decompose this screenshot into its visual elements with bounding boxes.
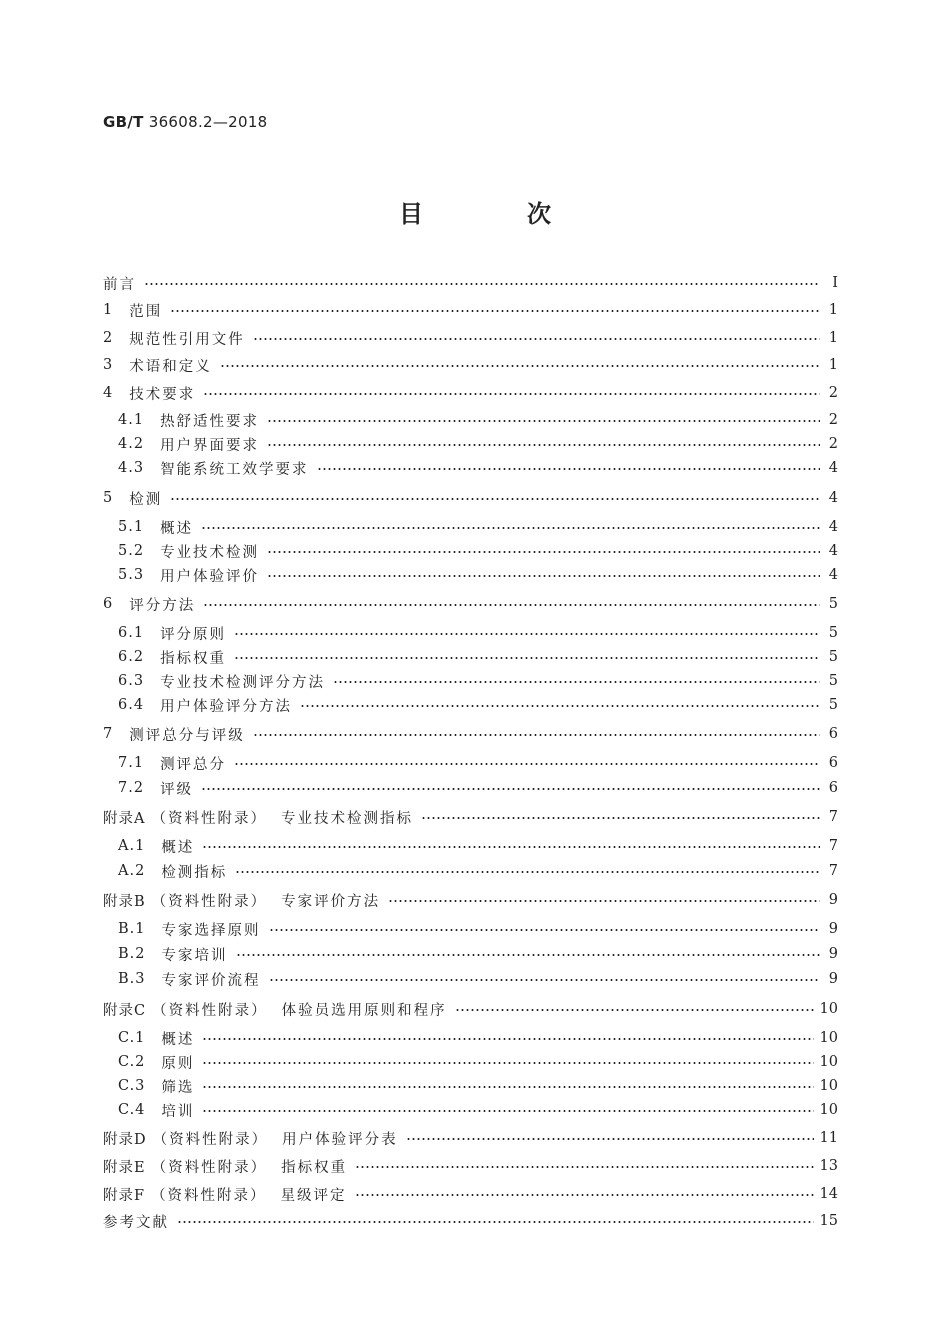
toc-entry-page-number: 7 [828,838,838,854]
toc-entry-title: 评分原则 [160,626,227,643]
toc-entry-title: 评分方法 [129,597,196,614]
toc-dot-leader [253,734,820,736]
toc-entry-title: 测评总分 [160,756,227,773]
page-title: 目 次 [399,200,591,228]
toc-dot-leader [201,788,820,790]
toc-entry-number: 附录B [103,893,146,910]
toc-entry-number: 5.3 [118,567,145,583]
toc-entry-annex-type: （资料性附录） [151,1159,268,1176]
toc-entry-title: 筛选 [161,1079,195,1096]
toc-dot-leader [234,633,820,635]
toc-entry-title: 范围 [129,303,163,320]
toc-entry-annex-type: （资料性附录） [151,1187,267,1204]
toc-entry[interactable] [118,1051,838,1073]
toc-entry[interactable] [103,1127,838,1149]
toc-entry-annex-type: （资料性附录） [152,1002,268,1019]
toc-dot-leader [202,1038,813,1040]
toc-entry-page-number: 2 [828,412,838,428]
toc-entry-page-number: 11 [819,1130,838,1146]
toc-entry-number: B.3 [118,971,146,987]
toc-entry-number: 6 [103,596,114,612]
toc-entry[interactable] [103,487,838,509]
toc-dot-leader [355,1166,813,1168]
toc-dot-leader [144,283,820,285]
toc-entry-number: 6.3 [118,673,145,689]
toc-entry-title: 专业技术检测 [160,544,260,561]
toc-entry-page-number: 10 [819,1030,838,1046]
toc-entry-title: 培训 [161,1103,195,1120]
toc-dot-leader [333,681,820,683]
toc-entry-page-number: 14 [819,1186,838,1202]
toc-entry-title: 用户界面要求 [160,437,260,454]
toc-entry[interactable] [118,835,838,857]
toc-entry-number: 4 [103,385,114,401]
toc-entry[interactable] [118,777,838,799]
toc-entry-title: 专业技术检测评分方法 [160,674,326,691]
toc-dot-leader [234,763,820,765]
toc-entry-title: 专业技术检测指标 [280,810,413,827]
toc-entry-page-number: 5 [828,697,838,713]
toc-entry[interactable] [103,299,838,321]
toc-entry-page-number: 9 [828,892,838,908]
toc-entry[interactable] [118,516,838,538]
toc-dot-leader [202,846,820,848]
toc-entry-label [118,861,227,882]
toc-entry-label [103,328,245,349]
toc-entry-number: 6.2 [118,649,145,665]
toc-entry-page-number: 5 [828,625,838,641]
toc-entry-number: 5.1 [118,519,145,535]
toc-entry-page-number: 1 [828,357,838,373]
toc-entry-label [103,1184,347,1205]
toc-entry-title: 指标权重 [281,1159,348,1176]
toc-dot-leader [388,900,820,902]
toc-entry-title: 专家评价流程 [161,972,261,989]
toc-entry-title: 体验员选用原则和程序 [281,1002,447,1019]
toc-entry-page-number: 7 [828,809,838,825]
toc-dot-leader [201,527,820,529]
toc-dot-leader [177,1221,814,1223]
toc-entry-title: 前言 [103,276,136,293]
toc-dot-leader [267,551,820,553]
toc-entry-label [118,565,259,586]
toc-dot-leader [406,1138,814,1140]
toc-dot-leader [235,871,820,873]
toc-entry-label [118,778,193,799]
toc-entry-number: 附录D [103,1131,147,1148]
toc-entry-page-number: 6 [828,780,838,796]
toc-entry-title: 智能系统工效学要求 [160,461,309,478]
toc-entry-page-number: 5 [828,673,838,689]
toc-entry-page-number: 2 [828,385,838,401]
toc-entry-page-number: 5 [828,649,838,665]
toc-dot-leader [202,1086,813,1088]
toc-entry-label [118,753,226,774]
toc-entry-label [103,1156,347,1177]
toc-entry-number: 7.2 [118,780,145,796]
toc-dot-leader [455,1009,814,1011]
toc-entry-page-number: 10 [819,1102,838,1118]
toc-entry-page-number: 1 [828,302,838,318]
toc-entry-number: A.1 [118,838,146,854]
toc-entry-title: 规范性引用文件 [129,331,245,348]
toc-entry-number: C.2 [118,1054,146,1070]
toc-entry[interactable] [118,968,838,990]
toc-entry-label [118,434,259,455]
toc-dot-leader [300,705,820,707]
toc-entry[interactable] [118,1027,838,1049]
toc-entry[interactable] [103,272,838,294]
toc-entry-label [103,383,195,404]
toc-entry-title: 专家评价方法 [281,893,381,910]
toc-entry-label [103,1128,398,1149]
toc-entry-number: C.4 [118,1102,146,1118]
toc-entry-title: 技术要求 [129,386,196,403]
toc-dot-leader [170,498,820,500]
toc-entry-label [118,919,261,940]
toc-dot-leader [269,979,821,981]
toc-dot-leader [203,393,820,395]
standard-code-number: 36608.2—2018 [143,113,268,131]
toc-entry-number: 7.1 [118,755,145,771]
toc-entry[interactable] [103,354,838,376]
toc-dot-leader [203,604,820,606]
toc-dot-leader [269,929,821,931]
toc-entry[interactable] [118,1099,838,1121]
toc-dot-leader [267,575,820,577]
toc-entry[interactable] [103,806,838,828]
toc-entry-page-number: 15 [819,1213,838,1229]
toc-entry-number: 1 [103,302,114,318]
toc-entry-title: 用户体验评分方法 [160,698,293,715]
toc-entry-page-number: 9 [828,921,838,937]
toc-entry-annex-type: （资料性附录） [152,1131,269,1148]
toc-dot-leader [202,1110,813,1112]
toc-entry-title: 用户体验评分表 [282,1131,398,1148]
toc-entry[interactable] [118,860,838,882]
toc-entry[interactable] [118,622,838,644]
toc-entry-number: 4.2 [118,436,145,452]
toc-entry-label [103,999,447,1020]
toc-entry-title: 术语和定义 [129,358,212,375]
toc-entry-label [118,647,226,668]
toc-dot-leader [236,954,821,956]
toc-entry[interactable] [103,1210,838,1232]
toc-entry-label [103,488,162,509]
toc-entry[interactable] [103,723,838,745]
toc-entry-label [118,1028,194,1049]
toc-entry-title: 专家选择原则 [161,922,261,939]
toc-entry[interactable] [103,593,838,615]
toc-entry-label [103,273,136,294]
toc-entry-title: 原则 [161,1055,195,1072]
toc-entry[interactable] [118,433,838,455]
toc-entry-page-number: 4 [828,460,838,476]
toc-entry-title: 专家培训 [161,947,228,964]
toc-dot-leader [421,817,820,819]
toc-entry-label [103,355,212,376]
toc-entry-number: 6.4 [118,697,145,713]
toc-entry[interactable] [118,694,838,716]
toc-entry-title: 概述 [161,839,195,856]
toc-dot-leader [220,365,820,367]
toc-dot-leader [317,468,820,470]
toc-entry-label [118,458,309,479]
toc-entry-label [118,836,194,857]
toc-entry-label [103,1211,169,1232]
toc-entry-number: 2 [103,330,114,346]
toc-entry-page-number: 6 [828,755,838,771]
toc-entry-label [118,695,292,716]
toc-dot-leader [267,420,820,422]
toc-dot-leader [202,1062,813,1064]
toc-entry-number: 附录C [103,1002,147,1019]
toc-entry-label [118,623,226,644]
toc-dot-leader [170,310,820,312]
toc-entry[interactable] [103,1183,838,1205]
toc-entry-page-number: 4 [828,490,838,506]
toc-entry-title: 概述 [161,1031,195,1048]
toc-entry-number: C.3 [118,1078,146,1094]
toc-entry-title: 概述 [160,520,194,537]
toc-entry-label [118,944,228,965]
toc-entry[interactable] [118,457,838,479]
toc-entry-annex-type: （资料性附录） [151,810,267,827]
toc-dot-leader [355,1194,814,1196]
toc-entry-label [118,410,259,431]
toc-entry-page-number: 1 [828,330,838,346]
toc-entry[interactable] [118,409,838,431]
toc-dot-leader [253,338,820,340]
toc-entry-number: 5 [103,490,114,506]
standard-code-prefix: GB/T [103,113,144,131]
toc-entry[interactable] [118,943,838,965]
toc-entry-label [118,969,261,990]
toc-entry-page-number: 10 [819,1054,838,1070]
toc-entry[interactable] [103,1155,838,1177]
toc-entry-title: 星级评定 [280,1187,347,1204]
toc-entry-page-number: 4 [828,519,838,535]
toc-entry[interactable] [103,382,838,404]
toc-entry-number: 7 [103,726,114,742]
toc-entry-number: A.2 [118,863,146,879]
toc-entry[interactable] [118,752,838,774]
toc-entry-number: 6.1 [118,625,145,641]
toc-entry-label [103,594,195,615]
toc-entry-number: 3 [103,357,114,373]
toc-entry-number: B.2 [118,946,146,962]
toc-entry-label [118,1076,194,1097]
toc-entry-page-number: 13 [819,1158,838,1174]
toc-entry-title: 检测指标 [161,864,228,881]
toc-entry-annex-type: （资料性附录） [151,893,268,910]
toc-entry-number: C.1 [118,1030,146,1046]
toc-entry-label [103,300,162,321]
toc-entry[interactable] [118,918,838,940]
toc-entry-page-number: 7 [828,863,838,879]
toc-entry-page-number: 4 [828,567,838,583]
toc-entry-number: 5.2 [118,543,145,559]
toc-entry-page-number: 2 [828,436,838,452]
toc-entry-label [118,1100,194,1121]
toc-entry[interactable] [118,646,838,668]
toc-entry-label [118,1052,194,1073]
toc-entry[interactable] [118,670,838,692]
toc-entry-page-number: 5 [828,596,838,612]
toc-dot-leader [267,444,820,446]
toc-entry-label [103,724,245,745]
toc-entry-label [118,541,259,562]
toc-entry-page-number: 9 [828,946,838,962]
toc-entry-page-number: 10 [819,1001,838,1017]
toc-entry-title: 用户体验评价 [160,568,260,585]
toc-entry[interactable] [103,327,838,349]
toc-entry-label [103,890,380,911]
toc-entry[interactable] [103,998,838,1020]
toc-entry-title: 检测 [129,491,163,508]
toc-entry-page-number: 10 [819,1078,838,1094]
toc-entry[interactable] [118,564,838,586]
toc-entry-number: 附录A [103,810,146,827]
toc-entry[interactable] [118,1075,838,1097]
toc-dot-leader [234,657,820,659]
toc-entry-number: B.1 [118,921,146,937]
toc-entry-title: 参考文献 [103,1214,169,1231]
toc-entry-page-number: 9 [828,971,838,987]
toc-entry[interactable] [103,889,838,911]
toc-entry-title: 测评总分与评级 [129,727,245,744]
toc-entry-label [118,517,193,538]
toc-entry-page-number: I [832,275,838,291]
toc-entry-number: 附录F [103,1187,146,1204]
toc-entry-number: 附录E [103,1159,146,1176]
toc-entry-title: 热舒适性要求 [160,413,260,430]
toc-entry-title: 评级 [160,781,194,798]
toc-entry-page-number: 4 [828,543,838,559]
toc-entry-label [118,671,325,692]
toc-entry[interactable] [118,540,838,562]
toc-entry-number: 4.1 [118,412,145,428]
toc-entry-number: 4.3 [118,460,145,476]
toc-entry-title: 指标权重 [160,650,227,667]
toc-entry-page-number: 6 [828,726,838,742]
toc-entry-label [103,807,413,828]
